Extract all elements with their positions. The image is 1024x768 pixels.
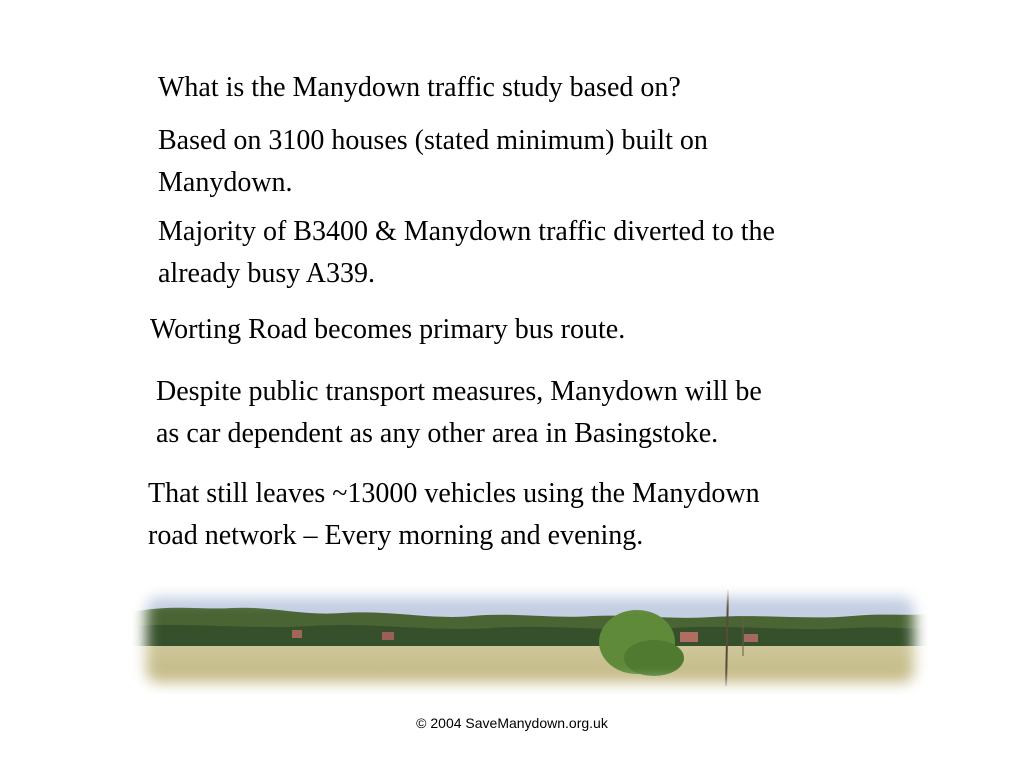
text-line: as car dependent as any other area in Basingstoke. <box>156 418 719 449</box>
field <box>132 646 928 694</box>
text-line: Manydown. <box>158 167 293 198</box>
landscape-photo <box>132 586 928 694</box>
paragraph-still <box>148 473 760 557</box>
paragraph-despite <box>156 371 762 455</box>
text-line: Majority of B3400 & Manydown traffic diverted to the <box>158 216 775 247</box>
text-line: Based on 3100 houses (stated minimum) built on <box>158 125 708 156</box>
heading-question <box>158 67 681 109</box>
text-line: Despite public transport measures, Manydown will be <box>156 376 762 407</box>
paragraph-worting <box>150 309 625 351</box>
paragraph-houses <box>158 120 708 204</box>
text-line: That still leaves ~13000 vehicles using the Manydown <box>148 478 760 509</box>
text-line: What is the Manydown traffic study based on? <box>158 72 681 103</box>
paragraph-majority <box>158 211 775 295</box>
text-line: already busy A339. <box>158 258 375 289</box>
text-line: road network – Every morning and evening. <box>148 520 644 551</box>
copyright-notice: © 2004 SaveManydown.org.uk <box>416 715 608 731</box>
text-line: Worting Road becomes primary bus route. <box>150 314 626 345</box>
